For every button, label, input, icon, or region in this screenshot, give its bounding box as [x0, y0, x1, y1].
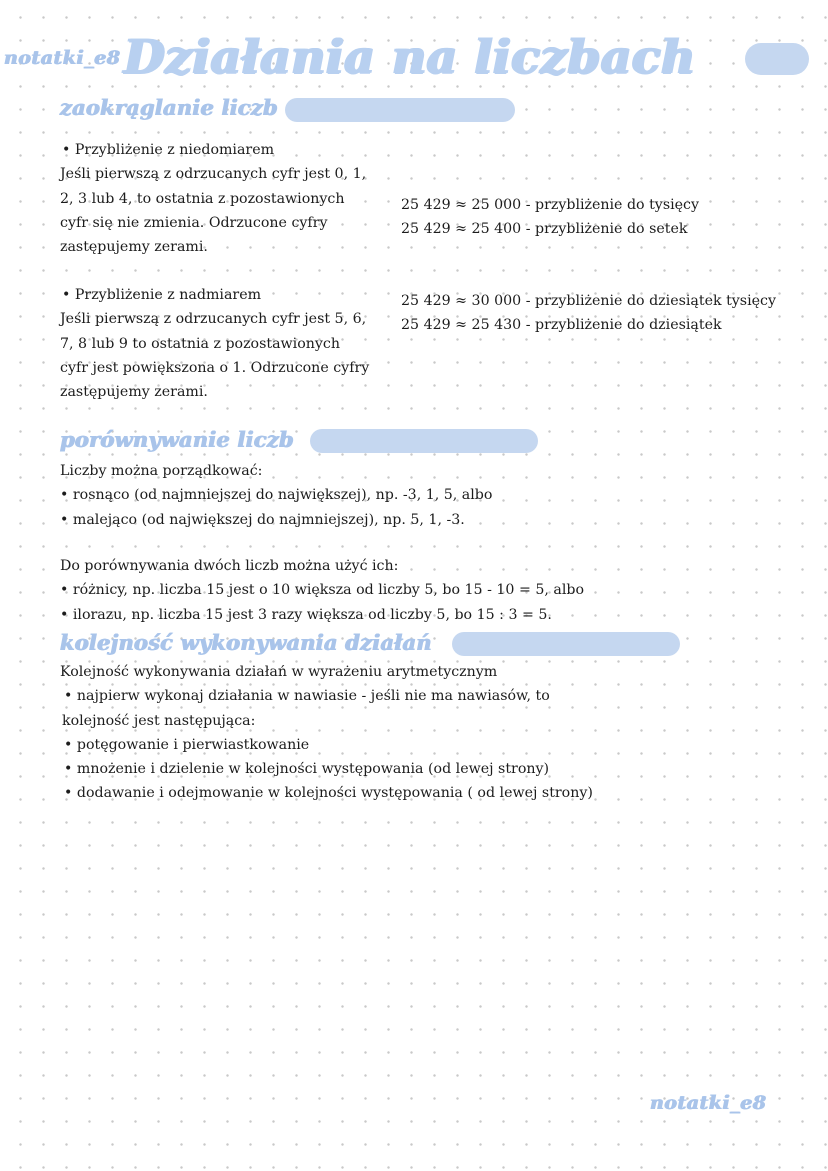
example-line: 25 429 ≈ 30 000 - przybliżenie do dziesiątek tysięcy [401, 293, 776, 309]
section-title-comparing: porównywanie liczb [60, 427, 294, 452]
comparing-methods [60, 554, 584, 627]
section-title-order-of-operations: kolejność wykonywania działań [60, 630, 432, 655]
page-title: Działania na liczbach [124, 30, 696, 85]
text-line: • różnicy, np. liczba 15 jest o 10 większa od liczby 5, bo 15 - 10 = 5, albo [60, 582, 585, 599]
text-line: zastępujemy zerami. [60, 239, 208, 256]
text-line: • dodawanie i odejmowanie w kolejności występowania ( od lewej strony) [64, 785, 593, 802]
text-line: • Przybliżenie z niedomiarem [62, 142, 275, 158]
comparing-ordering [60, 459, 492, 532]
order-of-operations-description [60, 660, 593, 806]
text-line: zastępujemy zerami. [60, 384, 208, 401]
text-line: Jeśli pierwszą z odrzucanych cyfr jest 0, 1, [60, 166, 367, 183]
text-line: cyfr jest powiększona o 1. Odrzucone cyfry [60, 359, 370, 376]
example-line: 25 429 ≈ 25 000 - przybliżenie do tysięcy [401, 197, 699, 213]
example-line: 25 429 ≈ 25 400 - przybliżenie do setek [401, 221, 688, 238]
section-highlight-pill [452, 632, 680, 656]
text-line: Kolejność wykonywania działań w wyrażeniu arytmetycznym [60, 664, 498, 680]
text-line: Do porównywania dwóch liczb można użyć ich: [60, 558, 399, 574]
header-brand: notatki_e8 [4, 47, 121, 69]
text-line: • malejąco (od największej do najmniejszej), np. 5, 1, -3. [60, 511, 465, 528]
text-line: Jeśli pierwszą z odrzucanych cyfr jest 5, 6, [60, 311, 367, 328]
text-line: • mnożenie i dzielenie w kolejności występowania (od lewej strony) [64, 761, 550, 778]
title-highlight-pill [745, 43, 809, 75]
rounding-down-examples [401, 193, 699, 242]
rounding-up-examples [401, 289, 776, 338]
text-line: • potęgowanie i pierwiastkowanie [64, 736, 310, 753]
text-line: • najpierw wykonaj działania w nawiasie - jeśli nie ma nawiasów, to [64, 688, 550, 705]
text-line: • rosnąco (od najmniejszej do największej), np. -3, 1, 5, albo [60, 487, 493, 504]
text-line: Liczby można porządkować: [60, 463, 263, 479]
section-highlight-pill [310, 429, 538, 453]
text-line: • Przybliżenie z nadmiarem [62, 287, 262, 303]
example-line: 25 429 ≈ 25 430 - przybliżenie do dziesiątek [401, 317, 722, 334]
section-highlight-pill [285, 98, 515, 122]
text-line: kolejność jest następująca: [62, 712, 256, 729]
rounding-down-description [60, 138, 366, 259]
text-line: 2, 3 lub 4, to ostatnia z pozostawionych [60, 190, 345, 207]
text-line: cyfr się nie zmienia. Odrzucone cyfry [60, 214, 328, 231]
text-line: 7, 8 lub 9 to ostatnia z pozostawionych [60, 335, 340, 352]
section-title-rounding: zaokrąglanie liczb [60, 95, 278, 120]
text-line: • ilorazu, np. liczba 15 jest 3 razy większa od liczby 5, bo 15 : 3 = 5. [60, 606, 552, 623]
rounding-up-description [60, 283, 369, 404]
footer-brand: notatki_e8 [650, 1092, 767, 1114]
